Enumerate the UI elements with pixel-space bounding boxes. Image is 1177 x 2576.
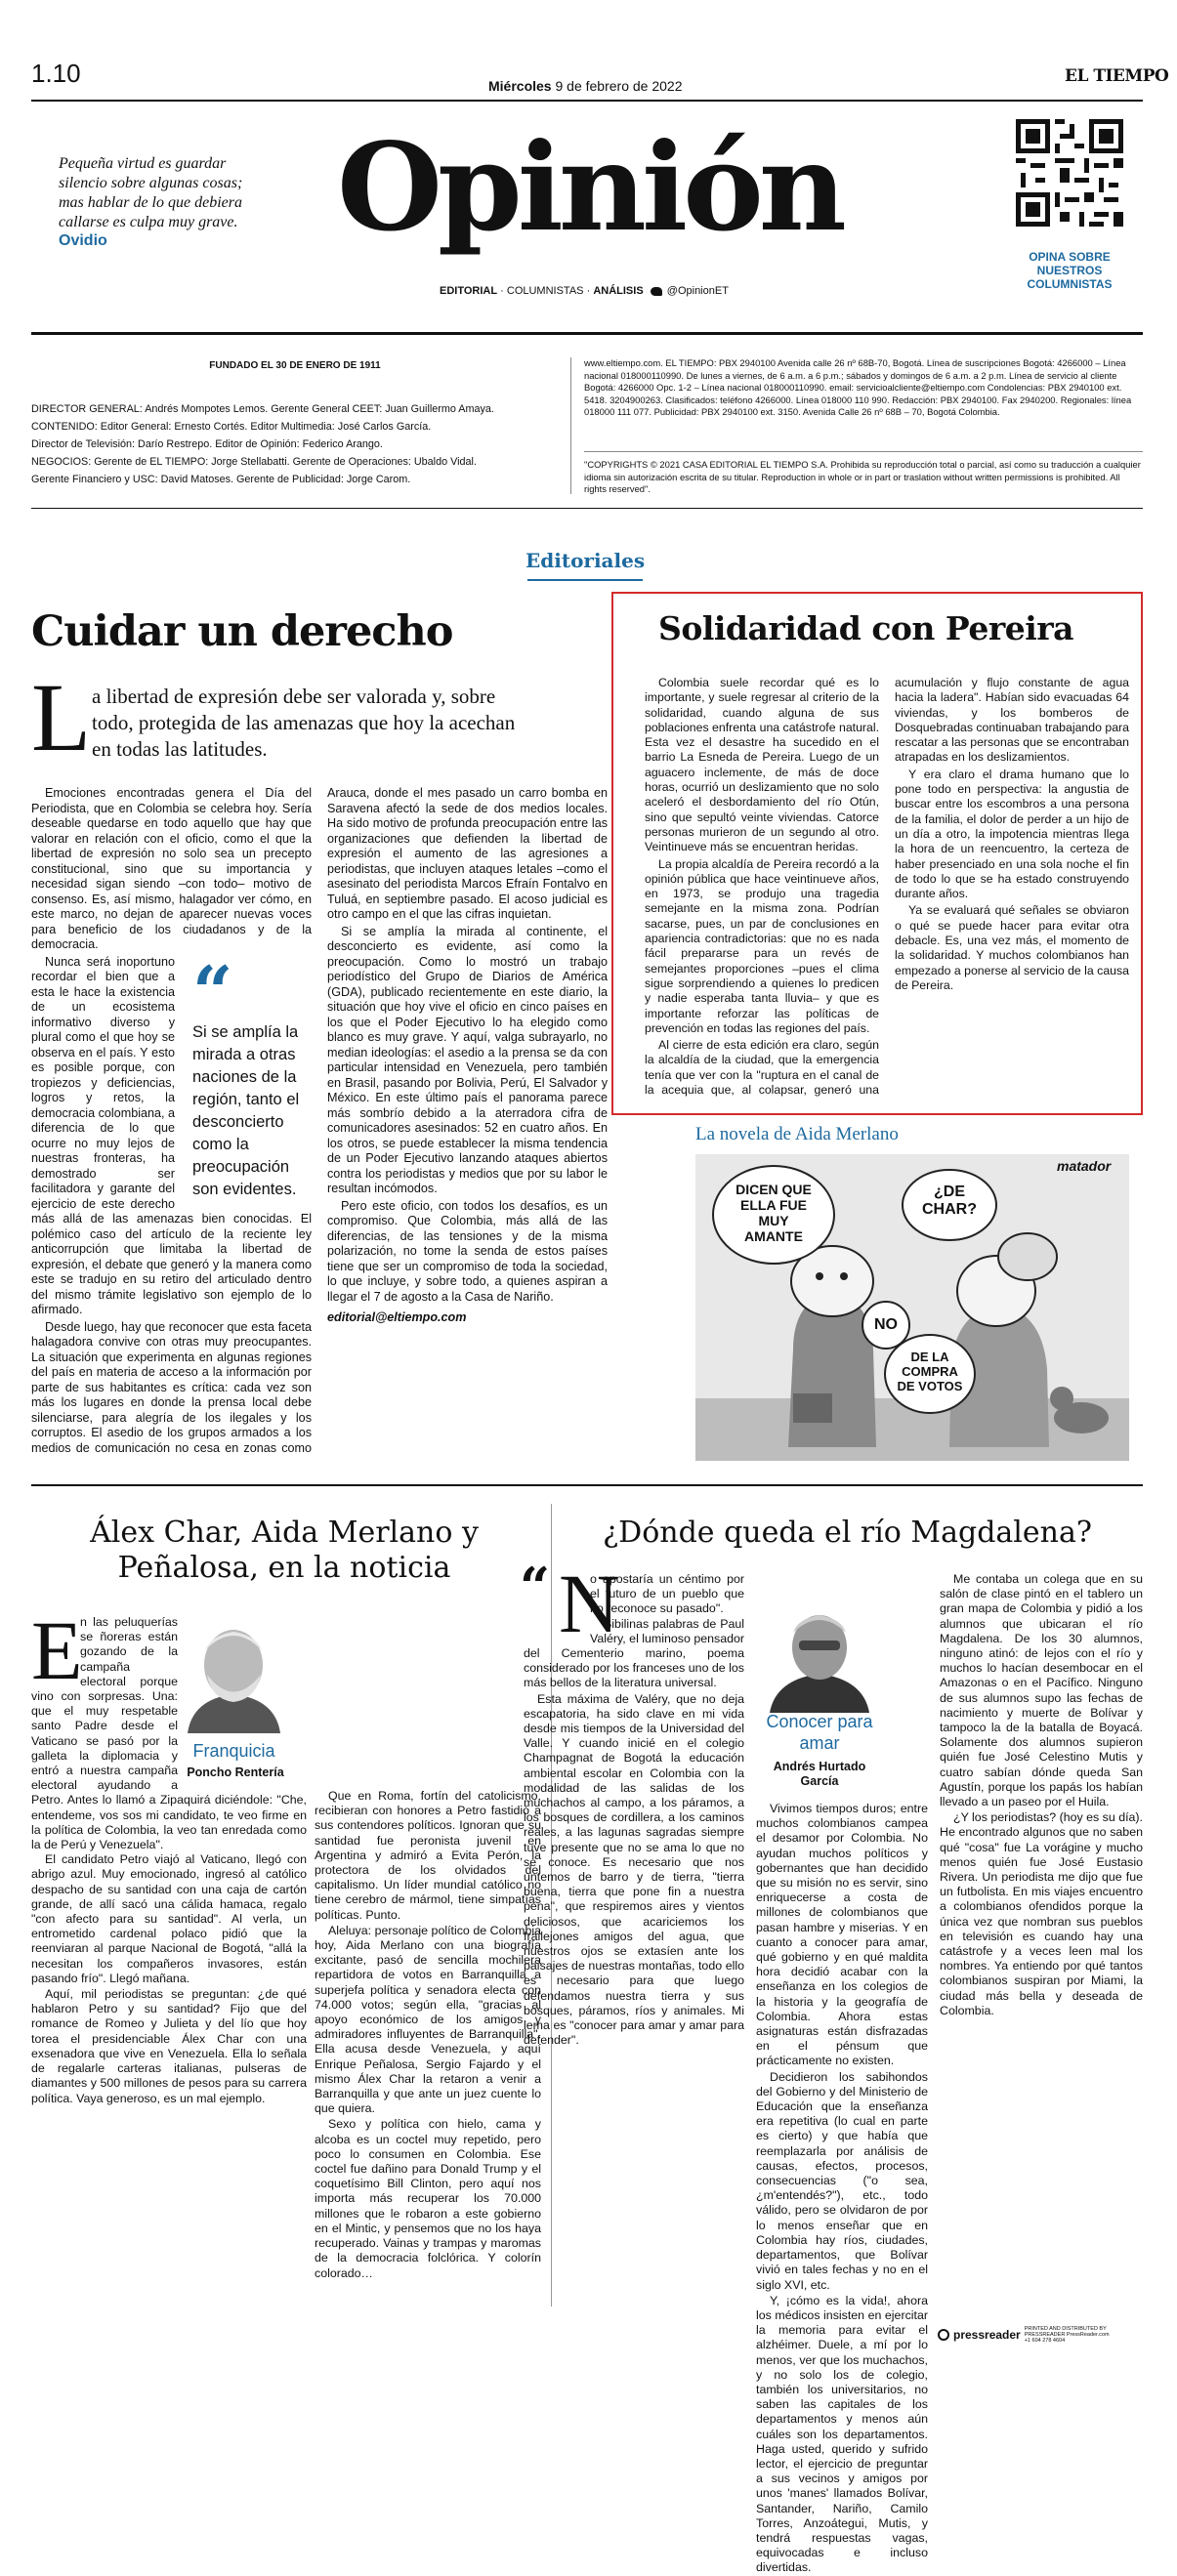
cartoon-bubble-1: DICEN QUE ELLA FUE MUY AMANTE: [736, 1182, 812, 1244]
editorial-paragraph: Emociones encontradas genera el Día del Periodista, que en Colombia se celebra hoy. Sería deseable quedarse en todo aquello que hay que valorar en relación con el oficio, como el que la libertad de expresión no solo sea un precepto constitucional, sino que su importancia y necesidad sigan siendo –con todo– motivo de consenso. Es, así mismo, halagador ver cómo, en este marco, no dejan de aparecer nuevas voces para beneficio de los ciudadanos y de la democracia.: [31, 786, 312, 951]
staff-line: NEGOCIOS: Gerente de EL TIEMPO: Jorge Stellabatti. Gerente de Operaciones: Ubaldo Vidal.: [31, 456, 477, 468]
column1-dropcap-space: [31, 1615, 80, 1685]
date-day: Miércoles: [488, 78, 552, 94]
cartoon-bubble-4: DE LA COMPRA DE VOTOS: [897, 1350, 963, 1393]
editorial-dropcap: L: [31, 663, 92, 771]
column2-paragraph: Y, ¡cómo es la vida!, ahora los médicos insisten en ejercitar la memoria para evitar el alzhéimer. Duele, a mí por lo menos, ver que los muchachos, y no solo los de colegio, también los universitarios, no saben las capitales de los departamentos y menos aún cuáles son los departamentos. Haga usted, querido y sufrido lector, el ejercicio de preguntar a sus vecinos y amigos por unos 'manes' llamados Bolívar, Santander, Nariño, Camilo Torres, Anzoátegui, Mutis, y tendrá respuestas vagas, equivocadas e incluso divertidas.: [756, 2293, 928, 2575]
editorial2-body: [645, 676, 1129, 1110]
column1-body: [31, 1615, 307, 2306]
staff-bottom-rule: [31, 508, 1143, 509]
staff-line: Gerente Financiero y USC: David Matoses. Gerente de Publicidad: Jorge Carom.: [31, 474, 411, 485]
column2-name: Conocer para amar: [766, 1712, 873, 1753]
cartoon-bubble-3: NO: [874, 1316, 898, 1333]
column2-dropcap: N: [559, 1557, 620, 1650]
column2-title: ¿Dónde queda el río Magdalena?: [603, 1516, 1092, 1550]
column2-quote-mark-icon: “: [520, 1556, 551, 1618]
editorial2-paragraph: Colombia suele recordar qué es lo importante, y suele regresar al criterio de la solidaridad, cuando alguna de sus poblaciones enfrenta una catástrofe natural. Esta vez el desastre ha sucedido en el barrio La Esneda de Pereira. Luego de un aguacero inclemente, de más de doce horas, ocurrió un deslizamiento que no solo aceleró el desbordamiento del río Otún, sino que sepultó veinte viviendas. Catorce personas murieron de un segundo al otro. Veintinueve más se encuentran heridas.: [645, 676, 879, 854]
column1-dropcap: E: [31, 1603, 83, 1697]
editorial2-paragraph: La propia alcaldía de Pereira recordó a la opinión pública que hace veintinueve años, en 1973, se produjo una tragedia semejante en la misma zona. Podrían sacarse, pues, un par de conclusiones en apariencia contradictorias: que no es nada fácil prepararse para un revés de semejantes proporciones –pues el clima sigue sorprendiendo a quienes lo predicen y nadie esperaba tanta lluvia– y que es importante reforzar las políticas de prevención en todas las regiones del país.: [645, 856, 879, 1035]
pressreader-footer: [938, 2326, 1143, 2344]
editoriales-underline: [527, 579, 643, 581]
column2-dropcap-space: [524, 1572, 590, 1646]
column1-paragraph: Aquí, mil periodistas se preguntan: ¿de qué hablaron Petro y su santidad? Fijo que del romance de Romeo y Julieta y del lío que hoy torea el presidenciable Álex Char con una exsenadora que vive en Venezuela. Ella lo señala de regalarle carteras italianas, pulseras de diamantes y 500 millones de pesos para su carrera política. Vaya generoso, es un mal ejemplo.: [31, 1987, 307, 2105]
page-number: 1.10: [31, 59, 81, 88]
column1-paragraph: Aleluya: personaje político de Colombia hoy, Aida Merlano con una biografía excitante, pasó de sencilla mochilera repartidora de votos en Barranquilla a superjefa política y senadora electa con 74.000 votos; según ella, "gracias al apoyo económico de los amigos y admiradores influyentes de Barranquilla". Ella acusa desde Venezuela, y aquí Enrique Peñalosa, Sergio Fajardo y el mismo Álex Char la retaron a venir a Barranquilla y que ante un juez cuente lo que quiera.: [315, 1923, 541, 2116]
qr-code-icon[interactable]: [1016, 119, 1123, 227]
column1-paragraph: Sexo y política con hielo, cama y alcoba es un coctel muy repetido, pero poco lo consumen en Colombia. Ese coctel fue dañino para Donald Trump y el coquetísimo Bill Clinton, pero aquí nos importa más recuperar los 70.000 millones que le robaron a este gobierno en el Mintic, y pensemos que no los haya recuperado. Vainas y trampas y maromas de la democracia folclórica. Y colorín colorado…: [315, 2117, 541, 2280]
column2-paragraph: Decidieron los sabihondos del Gobierno y del Ministerio de Educación que la enseñanza era repetitiva (lo cual en parte es cierto) y que había que reemplazarla por análisis de causas, efectos, procesos, consecuencias ("o sea, ¿m'entendés?"), etc., todo válido, pero se olvidaron de por lo menos enseñar que en Colombia hay ríos, ciudades, departamentos, que Bolívar vivió en tales fechas y no en el siglo XVI, etc.: [756, 2069, 928, 2292]
staff-divider: [570, 357, 571, 494]
subnav: EDITORIAL · COLUMNISTAS · ANÁLISIS @OpinionET: [440, 285, 729, 297]
editorial-email[interactable]: editorial@eltiempo.com: [327, 1310, 467, 1324]
editorial-lede: a libertad de expresión debe ser valorada y, sobre todo, protegida de las amenazas que hoy la acechan en todas las latitudes.: [92, 685, 516, 761]
column2-body-right: [940, 1572, 1143, 2306]
column1-body-right: [315, 1615, 541, 2306]
column1-title: Álex Char, Aida Merlano y Peñalosa, en la noticia: [90, 1516, 479, 1585]
copyright-rule: [584, 451, 1143, 452]
cartoon-title: La novela de Aida Merlano: [695, 1124, 899, 1144]
pressreader-logo-icon: [938, 2329, 949, 2341]
column2-paragraph: Vivimos tiempos duros; entre muchos colombianos campea el desamor por Colombia. No ayudan muchos políticos y gobernantes que han decidido que su misión no es servir, sino enriquecerse a costa de millones de colombianos que pasan hambre y miserias. Y en cuanto a conocer para amar, qué gobierno y en qué maldita hora decidió acabar con la enseñanza en los colegios de la historia y la geografía de Colombia. Ahora estas asignaturas están disfrazadas en el pénsum que prácticamente no existen.: [756, 1802, 928, 2068]
mid-rule: [31, 1484, 1143, 1486]
quote-author: Ovidio: [59, 232, 107, 249]
column2-author: Andrés Hurtado García: [773, 1760, 866, 1788]
column2-body-mid: [756, 1802, 928, 2575]
section-title: Opinión: [337, 117, 842, 259]
pullquote-text: Si se amplía la mirada a otras naciones de la región, tanto el desconcierto como la preocupación son evidentes.: [192, 1022, 300, 1198]
staff-credits: [31, 400, 559, 488]
editorial2-paragraph: Al cierre de esta edición era claro, según la alcaldía de la ciudad, que la emergencia tenía que ver con la "ruptura en el canal de la acequia que, al colapsar, generó una acumulación y flujo constante de agua hacia la ladera". Habían sido evacuadas 64 viviendas, y los bomberos de Dosquebradas continuaban trabajando para rescatar a las personas que se encontraban atrapadas en los deslizamientos.: [645, 676, 1129, 1098]
pullquote-box: [185, 949, 312, 1198]
subnav-columnistas[interactable]: COLUMNISTAS: [506, 285, 584, 297]
editorial-body: [31, 786, 608, 1460]
pressreader-brand: pressreader: [953, 2328, 1021, 2342]
twitter-icon: [651, 287, 662, 296]
column1-first-para: n las peluquerías se ñoreras están gozando de la campaña electoral porque vino con sorpresas. Una: que el muy respetable santo Padre desde el Vaticano se pasó por la galleta la diplomacia y entró a nuestra campaña electoral ayudando a Petro. Antes lo llamó a Zipaquirá diciéndole: "Che, entendeme, vos sos mi candidato, te veo firme en la política de Colombia, la veo tan enredada como la de Perú y Venezuela".: [31, 1615, 307, 1852]
cartoon-bubble-2: ¿DE CHAR?: [922, 1184, 977, 1218]
pressreader-info: PRINTED AND DISTRIBUTED BY PRESSREADER PressReader.com +1 604 278 4604: [1024, 2326, 1110, 2344]
masthead-bottom-rule: [31, 332, 1143, 335]
editorial2-paragraph: Ya se evaluará qué señales se obviaron o qué se puede hacer para evitar otra debacle. Es, una vez más, el momento de la solidaridad. Y muchos colombianos han empezado a ponerse al servicio de la causa de Pereira.: [895, 903, 1129, 992]
column2-paragraph: Me contaba un colega que en su salón de clase pintó en el tablero un gran mapa de Colombia y pidió a los alumnos que ubicaran el río Magdalena. De los 30 alumnos, ninguno atinó: de lejos con el río y muchos lo hacían desembocar en el Amazonas o en el Pacífico. Ninguno de sus alumnos supo las fechas de nacimiento y muerte de Bolívar y tampoco la de la batalla de Boyacá. Solamente dos alumnos supieron quién fue José Celestino Mutis y cuatro sabían dónde queda San Agustín, porque los papás los habían llevado a un paseo por el Huila.: [940, 1572, 1143, 1809]
subnav-editorial[interactable]: EDITORIAL: [440, 285, 498, 297]
column2-lead: o apostaría un céntimo por el futuro de un pueblo que no reconoce su pasado".: [590, 1572, 744, 1616]
founded-line: FUNDADO EL 30 DE ENERO DE 1911: [209, 360, 381, 371]
cartoon-image: [695, 1154, 1129, 1461]
cartoon-signature: matador: [1057, 1158, 1112, 1174]
subnav-handle[interactable]: @OpinionET: [666, 285, 729, 297]
copyright-notice: "COPYRIGHTS © 2021 CASA EDITORIAL EL TIEMPO S.A. Prohibida su reproducción total o parcial, así como su traducción a cualquier idioma sin autorización escrita de su titular. Reproduction in whole or in part or traslation without written permissions is prohibited. All rights reserved".: [584, 459, 1141, 495]
column1-author: Poncho Rentería: [187, 1766, 284, 1779]
editorial-paragraph: “ Si se amplía la mirada a otras naciones de la región, tanto el desconcierto como la preocupación son evidentes. Nunca será inoportuno recordar el bien que a esta le hace la existencia de un ecosistema informativo diverso y plural como el que hoy se observa en el país. Y esto es posible porque, con tropiezos y deficiencias, logros y retos, la democracia colombiana, a diferencia de lo que ocurre no muy lejos de nuestras fronteras, ha demostrado ser facilitadora y garante del ejercicio de este derecho más allá de las amenazas bien conocidas. El polémico caso del artículo de la reciente ley anticorrupción que limitaba la libertad de expresión, el debate que generó y la manera como este se tradujo en su retiro del articulado dentro del mismo trámite legislativo son ejemplo de lo afirmado.: [31, 949, 312, 1316]
column2-paragraph: ¿Y los periodistas? (hoy es su día). He encontrado algunos que no saben qué "cosa" fue La vorágine y mucho menos quién fue José Eustasio Rivera. Un periodista me dijo que fue un futbolista. En mis viajes encuentro a colombianos ofendidos porque la única vez que nombran sus pueblos en televisión es cuando hay una catástrofe y a veces leen mal los nombres. Ya entiendo por qué tantos colombianos suspiran por Miami, la ciudad más bella y deseada de Colombia.: [940, 1810, 1143, 2017]
contact-info: www.eltiempo.com. EL TIEMPO: PBX 2940100 Avenida calle 26 nº 68B-70, Bogotá. Línea de suscripciones Bogotá: 4266000 – Línea nacional 018000110990. De lunes a viernes, de 6 a.m. a 6 p.m.; sábados y domingos de 6 a.m. a 2 p.m. Línea de servicio al cliente Bogotá: 4266000 Opc. 1-2 – Línea nacional 018000110990. email: servicioalcliente@eltiempo.com Condolencias: PBX 2940100 ext. 5418. 3204900263. Clasificados: teléfono 4266000. Línea 018000 110 990. Redacción: PBX 2940100. Fax 2940200. Regionales: línea 018000 111 077. Publicidad: PBX 2940100 ext. 3150. Avenida Calle 26 nº 68B – 70, Bogotá Colombia.: [584, 357, 1132, 418]
qr-label[interactable]: OPINA SOBRE NUESTROS COLUMNISTAS: [1027, 250, 1113, 291]
column2-author-photo: [762, 1603, 877, 1713]
subnav-analisis[interactable]: ANÁLISIS: [593, 285, 644, 297]
brand-logo: EL TIEMPO: [1065, 66, 1169, 86]
date-rest: 9 de febrero de 2022: [555, 78, 683, 94]
column2-paragraph: Esta máxima de Valéry, que no deja escapatoria, ha sido clave en mi vida desde mis tiempos de la Universidad del Valle. Y cuando inicié en el colegio Champagnat de Bogotá la educación ambiental escolar en Colombia con la modalidad de las salidas de los muchachos al campo, a los páramos, a los bosques de cordillera, a los caminos reales, a las lagunas sagradas siempre tuve presente que no se ama lo que no se conoce. Es necesario que nos untemos de barro y de tierra, "tierra buena, tierra que pone fin a nuestra pena", que respiremos aires y vientos deliciosos, que acariciemos los frailejones amigos del agua, que nuestros ojos se extasíen ante los paisajes de nuestras montañas, todo ello es necesario para que luego defendamos nuestra tierra y sus bosques, páramos, ríos y animales. Mi lema es "conocer para amar y amar para defender".: [524, 1691, 744, 2048]
column1-photo-space: [178, 1615, 307, 1785]
column1-paragraph: Que en Roma, fortín del catolicismo, recibieran con honores a Petro fastidió a sus contendores políticos. Ignoran que su santidad fue peronista juvenil en Argentina y admiró a Evita Perón, la protectora de los olvidados del capitalismo. Un líder mundial católico no tiene cerebro de mármol, tiene simpatías políticas. Punto.: [315, 1789, 541, 1922]
editorial2-paragraph: Y era claro el drama humano que lo pone todo en perspectiva: la angustia de buscar entre los escombros a una persona de la familia, el dolor de perder a un hijo de un día a otro, la impotencia mientras llega la hora de un reencuentro, la certeza de haber presenciado en una sola noche el fin de todo lo que se ha estado construyendo durante años.: [895, 767, 1129, 901]
editorial2-title: Solidaridad con Pereira: [658, 609, 1074, 647]
editorial-paragraph: Si se amplía la mirada al continente, el desconcierto es evidente, así como la preocupación. Como lo mostró un trabajo periodístico del Grupo de Diarios de América (GDA), publicado recientemente en este diario, la situación que hoy vive el oficio en cinco países en los que el Poder Ejecutivo lo ha elegido como blanco es muy grave. Y aquí, valga subrayarlo, no median ideologías: el asedio a la prensa se da con particular intensidad en Venezuela, pero también en Brasil, pasando por Bolivia, Perú, El Salvador y México. En este último país el panorama parece más sombrío debido a la aterradora cifra de comunicadores asesinados: 52 en cuatro años. En los otros, se puede establecer la misma tendencia de un Poder Ejecutivo lanzando ataques abiertos contra los periodistas y medios que por su labor le resultan incómodos.: [327, 924, 608, 1195]
date-line: [488, 78, 682, 94]
top-rule: [31, 100, 1143, 102]
masthead-quote: [59, 154, 259, 249]
staff-line: Director de Televisión: Darío Restrepo. Editor de Opinión: Federico Arango.: [31, 438, 383, 450]
editorial-title: Cuidar un derecho: [31, 607, 453, 656]
column2-paragraph: Sibilinas palabras de Paul Valéry, el luminoso pensador del Cementerio marino, poema considerado por los franceses uno de los más bellos de la literatura universal.: [524, 1616, 744, 1690]
editorial-paragraph: Desde luego, hay que reconocer que esta faceta halagadora convive con otras muy preocupantes. La situación que experimenta en algunas regiones del país en materia de acceso a la información por parte de sus habitantes es crítica: cada vez son más los lugares en donde la prensa local debe silenciarse, para alegría de los ilegales y los corruptos. El asedio de los grupos armados a los medios de comunicación no cesa en zonas como Arauca, donde el mes pasado un carro bomba en Saravena afectó la sede de dos medios locales. Ha sido motivo de profunda preocupación entre las organizaciones que defienden la libertad de expresión el aumento de las agresiones a periodistas, que incluyen ataques letales –como el asesinato del periodista Marcos Efraín Fontalvo en Tuluá, en septiembre pasado. El acoso judicial es otro campo en el que las cifras inquietan.: [31, 786, 608, 1455]
column2-body-left: [524, 1572, 744, 2306]
quote-mark-icon: “: [192, 949, 233, 1033]
quote-text: Pequeña virtud es guardar silencio sobre algunas cosas; mas hablar de lo que debiera callarse es culpa muy grave.: [59, 155, 243, 230]
editoriales-label: Editoriales: [525, 549, 646, 572]
staff-line: CONTENIDO: Editor General: Ernesto Cortés. Editor Multimedia: José Carlos García.: [31, 421, 432, 433]
editorial-paragraph: Pero este oficio, con todos los desafíos, es un compromiso. Que Colombia, más allá de las diferencias, de las tensiones y de la misma polarización, no tome la senda de estos países tiene que ser un compromiso de toda la sociedad, lo que incluye, y sobre todo, a quienes aspiran a llegar el 7 de agosto a la Casa de Nariño.: [327, 1198, 608, 1304]
column1-name: Franquicia: [192, 1741, 275, 1761]
column1-paragraph: El candidato Petro viajó al Vaticano, llegó con abrigo azul. Muy emocionado, ingresó al católico despacho de su santidad con una caja de cartón grande, de allí sacó una cálida hamaca, regalo "con afecto para su santidad". Al verla, un entrometido cardenal polaco pidió que la reenviaran al parque Nacional de Bogotá, "allá la necesitan los compañeros invasores, están pasando frío". Llegó mañana.: [31, 1852, 307, 1985]
staff-line: DIRECTOR GENERAL: Andrés Mompotes Lemos. Gerente General CEET: Juan Guillermo Amaya.: [31, 403, 494, 415]
